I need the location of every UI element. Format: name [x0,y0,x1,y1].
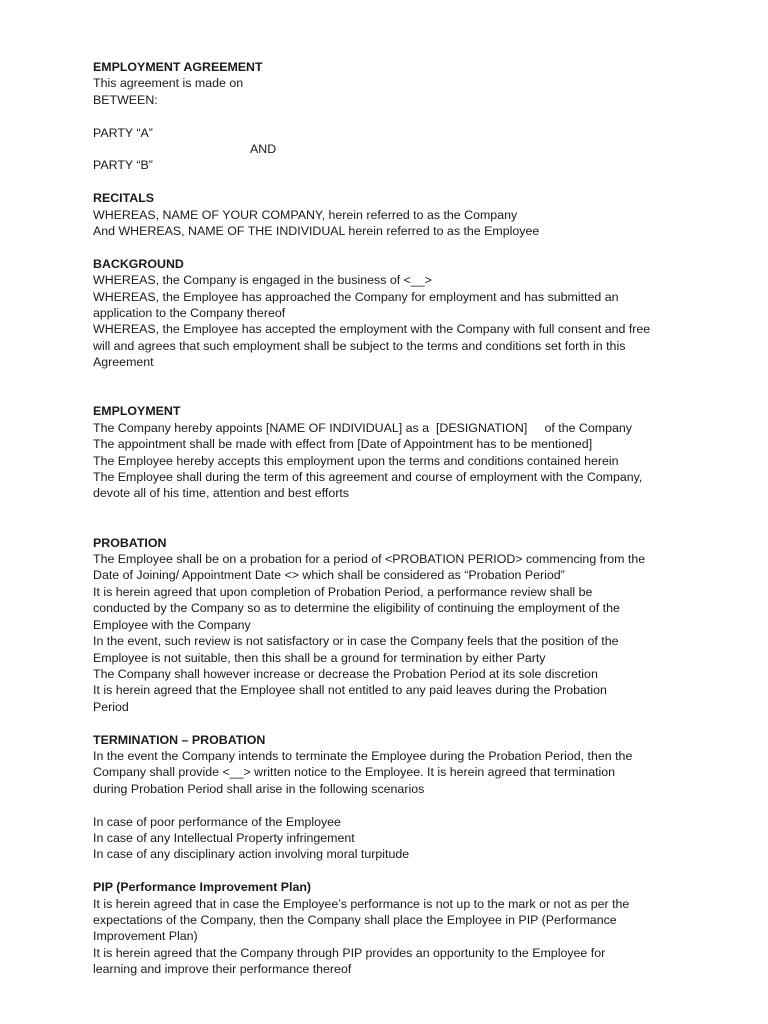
probation-line: It is herein agreed that upon completion of Probation Period, a performance review shall be [93,584,593,599]
recitals-line: WHEREAS, NAME OF YOUR COMPANY, herein referred to as the Company [93,207,518,222]
spacer [93,174,693,190]
and-connector: AND [250,142,277,157]
background-line: will and agrees that such employment shall be subject to the terms and conditions set forth in this [93,338,626,353]
spacer [93,371,693,387]
probation-line: The Company shall however increase or decrease the Probation Period at its sole discretion [93,666,598,681]
party-a: PARTY “A” [93,125,153,140]
probation-line: conducted by the Company so as to determine the eligibility of continuing the employment of the [93,601,620,616]
termination-section [93,732,693,863]
intro-made-on: This agreement is made on [93,76,244,91]
probation-line: Employee with the Company [93,617,251,632]
background-heading: BACKGROUND [93,256,184,271]
spacer [93,863,693,879]
employment-line: The Company hereby appoints [NAME OF INDIVIDUAL] as a [DESIGNATION] of the Company [93,420,632,435]
termination-heading: TERMINATION – PROBATION [93,732,266,747]
probation-line: The Employee shall be on a probation for a period of <PROBATION PERIOD> commencing from the [93,552,646,567]
probation-section [93,535,693,715]
spacer [93,502,693,518]
spacer [93,797,693,813]
employment-line: The appointment shall be made with effect from [Date of Appointment has to be mentioned] [93,437,593,452]
termination-scenario: In case of any Intellectual Property infringement [93,830,355,845]
recitals-section [93,190,693,239]
spacer [93,518,693,534]
spacer [93,387,693,403]
recitals-line: And WHEREAS, NAME OF THE INDIVIDUAL herein referred to as the Employee [93,224,540,239]
document-page [93,59,693,978]
background-line: application to the Company thereof [93,306,286,321]
employment-heading: EMPLOYMENT [93,404,181,419]
probation-line: Date of Joining/ Appointment Date <> which shall be considered as “Probation Period” [93,568,565,583]
pip-heading: PIP (Performance Improvement Plan) [93,880,312,895]
employment-line: devote all of his time, attention and best efforts [93,486,349,501]
background-line: Agreement [93,355,154,370]
employment-section [93,403,693,501]
probation-line: Employee is not suitable, then this shall be a ground for termination by either Party [93,650,546,665]
probation-heading: PROBATION [93,535,167,550]
employment-line: The Employee shall during the term of this agreement and course of employment with the Company, [93,470,643,485]
termination-scenario: In case of poor performance of the Employee [93,814,341,829]
pip-section [93,879,693,977]
background-line: WHEREAS, the Company is engaged in the business of <__> [93,273,432,288]
background-line: WHEREAS, the Employee has accepted the employment with the Company with full consent and free [93,322,651,337]
termination-line: Company shall provide <__> written notice to the Employee. It is herein agreed that termination [93,765,616,780]
pip-line: expectations of the Company, then the Company shall place the Employee in PIP (Performance [93,912,617,927]
probation-line: In the event, such review is not satisfactory or in case the Company feels that the position of the [93,634,619,649]
pip-line: learning and improve their performance thereof [93,962,352,977]
employment-line: The Employee hereby accepts this employment upon the terms and conditions contained herein [93,453,619,468]
spacer [93,239,693,255]
spacer [93,108,693,124]
pip-line: It is herein agreed that in case the Employee’s performance is not up to the mark or not as per the [93,896,630,911]
background-section [93,256,693,371]
termination-line: during Probation Period shall arise in the following scenarios [93,781,425,796]
termination-line: In the event the Company intends to terminate the Employee during the Probation Period, then the [93,748,633,763]
pip-line: Improvement Plan) [93,929,198,944]
intro-between: BETWEEN: [93,92,158,107]
pip-line: It is herein agreed that the Company through PIP provides an opportunity to the Employee for [93,945,606,960]
document-title: EMPLOYMENT AGREEMENT [93,60,263,74]
spacer [93,715,693,731]
termination-scenario: In case of any disciplinary action involving moral turpitude [93,847,410,862]
probation-line: Period [93,699,129,714]
recitals-heading: RECITALS [93,191,155,206]
party-b: PARTY “B” [93,158,153,173]
probation-line: It is herein agreed that the Employee shall not entitled to any paid leaves during the Probation [93,683,607,698]
background-line: WHEREAS, the Employee has approached the Company for employment and has submitted an [93,289,619,304]
